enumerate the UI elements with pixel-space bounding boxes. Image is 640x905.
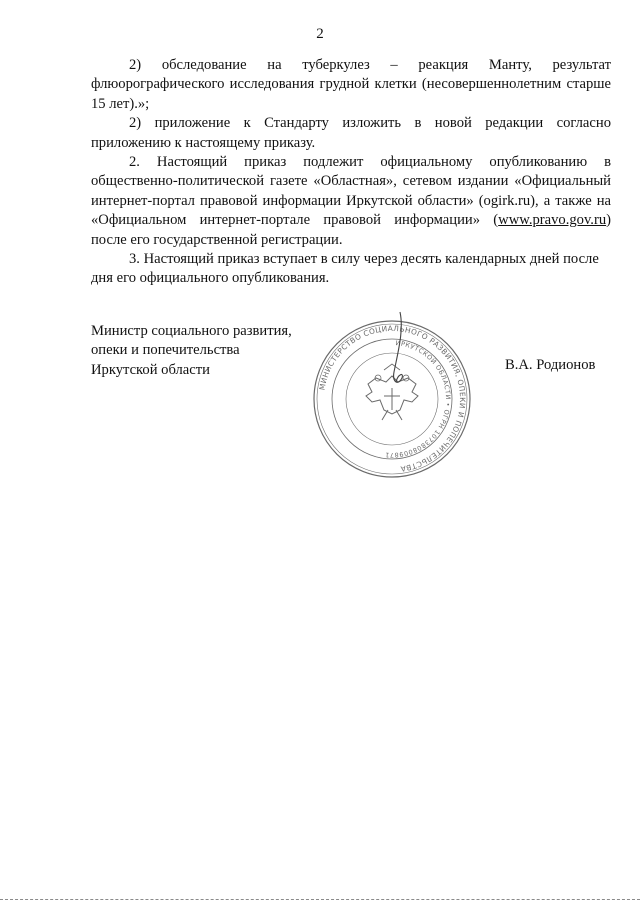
paragraph-2 [91,114,611,153]
signer-position [91,322,331,380]
pravo-link[interactable]: www.pravo.gov.ru [498,212,607,229]
page-bottom-rule [0,899,640,900]
seal-outer-text: МИНИСТЕРСТВО СОЦИАЛЬНОГО РАЗВИТИЯ, ОПЕКИ И ПОПЕЧИТЕЛЬСТВА [317,323,468,474]
paragraph-text: 2. Настоящий приказ подлежит официальному опубликованию в общественно-политической газете «Областная», сетевом издании «Официальный интернет-портал правовой информации Иркутской области» (ogirk.ru), а также на «Официальном интернет-портале правовой информации» ( [91,154,611,229]
paragraph-text: 2) обследование на туберкулез – реакция Манту, результат флюорографического исследования грудной клетки (несовершеннолетним старше 15 лет).»; [91,57,611,112]
signer-position-line: Иркутской области [91,361,210,378]
paragraph-text: ) после его государственной регистрации. [91,212,611,248]
official-seal-icon [312,304,472,484]
paragraph-4 [91,250,611,289]
svg-text:ИРКУТСКОЙ ОБЛАСТИ • ОГРН 10738 [384,339,452,459]
signer-name: В.А. Родионов [505,357,596,373]
signer-position-line: опеки и попечительства [91,342,240,359]
page-number: 2 [316,26,324,42]
paragraph-1 [91,56,611,114]
signer-position-line: Министр социального развития, [91,323,292,339]
paragraph-text: 3. Настоящий приказ вступает в силу через десять календарных дней после дня его официального опубликования. [91,251,599,287]
seal-inner-text: ИРКУТСКОЙ ОБЛАСТИ • ОГРН 1073808009871 [384,339,453,460]
paragraph-3 [91,153,611,250]
body-text [91,56,611,289]
paragraph-text: 2) приложение к Стандарту изложить в новой редакции согласно приложению к настоящему приказу. [91,115,611,151]
